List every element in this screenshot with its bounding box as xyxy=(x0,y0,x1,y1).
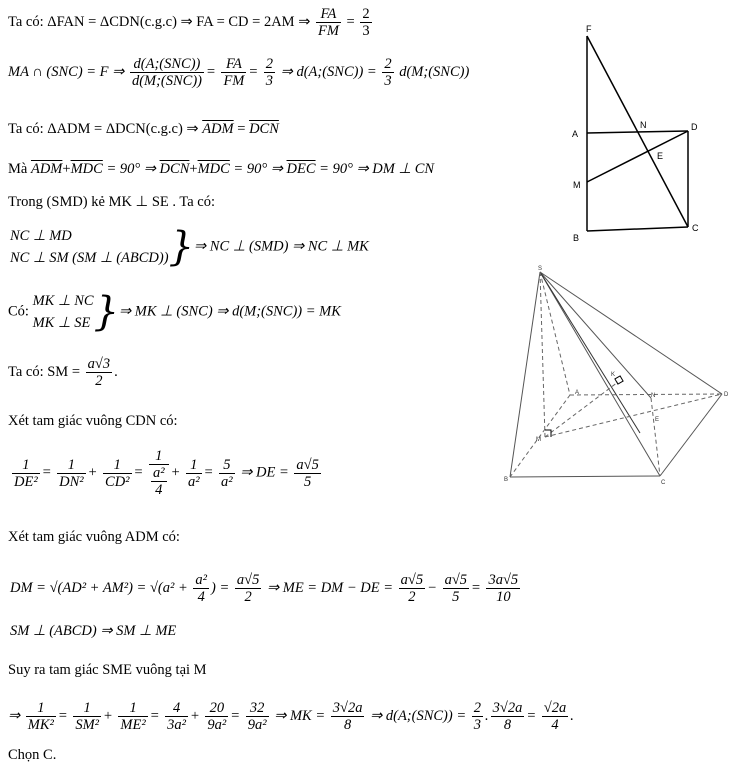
line-14: Chọn C. xyxy=(8,747,57,763)
label-D: D xyxy=(691,122,698,132)
fraction: $\frac{\text{d(A;(SNC))}}{\text{d(M;(SNC))}}$ xyxy=(131,56,203,89)
label-E: E xyxy=(657,151,664,161)
line-4: Mà $\overline{ADM}+\overline{MDC} = 90^\circ$ ⇒ $\overline{DCN}+\overline{MDC} = 90^\circ$ ⇒ $\overline{DEC} = 90^\circ$ ⇒ DM ⊥ CN xyxy=(8,161,435,177)
square-figure xyxy=(560,20,720,250)
label-C: C xyxy=(692,223,699,233)
label-C: C xyxy=(661,480,666,486)
line-5: Trong (SMD) kẻ MK ⊥ SE . Ta có: xyxy=(8,194,215,210)
label-M: M xyxy=(536,437,541,443)
label-B: B xyxy=(573,233,580,243)
angle: $\overline{DCN}$ xyxy=(249,121,279,137)
line-3: Ta có: ΔADM = ΔDCN(c.g.c) ⇒ $\overline{ADM} = \overline{DCN}$ xyxy=(8,121,279,137)
label-M: M xyxy=(573,180,581,190)
pyramid-figure xyxy=(500,262,735,492)
label-A: A xyxy=(572,129,579,139)
fraction: $\frac{FA}{FM}$ xyxy=(317,6,339,39)
label-F: F xyxy=(586,24,592,34)
angle: $\overline{ADM}$ xyxy=(202,121,234,137)
line-6: Ta có: SM = $\frac{a√3}{2}$ . xyxy=(8,356,118,389)
line-10: DM = √(AD² + AM²) = √(a² + $\frac{\text{a²}}{4}$ ) = $\frac{a√5}{2}$ ⇒ ME = DM − DE = $\frac{a√5}{2}$ − $\frac{a√5}{5}$ = $\frac{3a√5}{10}$ xyxy=(10,572,519,605)
label-N: N xyxy=(651,393,656,399)
fraction: $\frac{2}{3}$ xyxy=(362,6,370,39)
line-11: SM ⊥ (ABCD) ⇒ SM ⊥ ME xyxy=(10,623,177,639)
label-D: D xyxy=(724,392,729,398)
line-7: Xét tam giác vuông CDN có: xyxy=(8,413,178,429)
line-9: Xét tam giác vuông ADM có: xyxy=(8,529,180,545)
line-8: $\frac{1}{\text{DE²}}$ = $\frac{1}{\text{DN²}}$ + $\frac{1}{\text{CD²}}$ = $\frac{1}{\frac{\text{a²}}{4}}$ + $\frac{1}{\text{a²}}$ = $\frac{5}{\text{a²}}$ ⇒ DE = $\frac{a√5}{5}$ xyxy=(14,448,319,498)
line-1: Ta có: ΔFAN = ΔCDN(c.g.c) ⇒ FA = CD = 2AM ⇒ $\frac{FA}{FM}$ = $\frac{2}{3}$ xyxy=(8,6,370,39)
label-A: A xyxy=(575,390,580,396)
label-S: S xyxy=(538,266,543,272)
label-K: K xyxy=(611,372,616,378)
line-13: ⇒ $\frac{1}{\text{MK²}}$ = $\frac{1}{\text{SM²}}$ + $\frac{1}{\text{ME²}}$ = $\frac{4}{\text{3a²}}$ + $\frac{20}{\text{9a²}}$ = $\frac{32}{\text{9a²}}$ ⇒ MK = $\frac{3√2a}{8}$ ⇒ d(A;(SNC)) = $\frac{2}{3}$ . $\frac{3√2a}{8}$ = $\frac{√2a}{4}$ . xyxy=(8,700,574,733)
fraction: $\frac{2}{3}$ xyxy=(265,56,274,89)
label-B: B xyxy=(504,477,509,483)
label-E: E xyxy=(655,417,660,423)
line-2: MA ∩ (SNC) = F ⇒ $\frac{\text{d(A;(SNC))}}{\text{d(M;(SNC))}}$ = $\frac{FA}{FM}$ = $\frac{2}{3}$ ⇒ d(A;(SNC)) = $\frac{2}{3}$ d(M;(SNC)) xyxy=(8,56,470,89)
fraction: $\frac{2}{3}$ xyxy=(384,56,392,89)
label-N: N xyxy=(640,120,647,130)
system-1: NC ⊥ MD NC ⊥ SM (SM ⊥ (ABCD)) }⇒ NC ⊥ (SMD) ⇒ NC ⊥ MK xyxy=(10,224,369,270)
line-12: Suy ra tam giác SME vuông tại M xyxy=(8,662,207,678)
text: Ta có: ΔFAN = ΔCDN(c.g.c) ⇒ FA = CD = 2AM ⇒ xyxy=(8,13,311,30)
system-2: Có: MK ⊥ NC MK ⊥ SE }⇒ MK ⊥ (SNC) ⇒ d(M;(SNC)) = MK xyxy=(8,289,341,335)
fraction: $\frac{FA}{FM}$ xyxy=(223,56,245,89)
